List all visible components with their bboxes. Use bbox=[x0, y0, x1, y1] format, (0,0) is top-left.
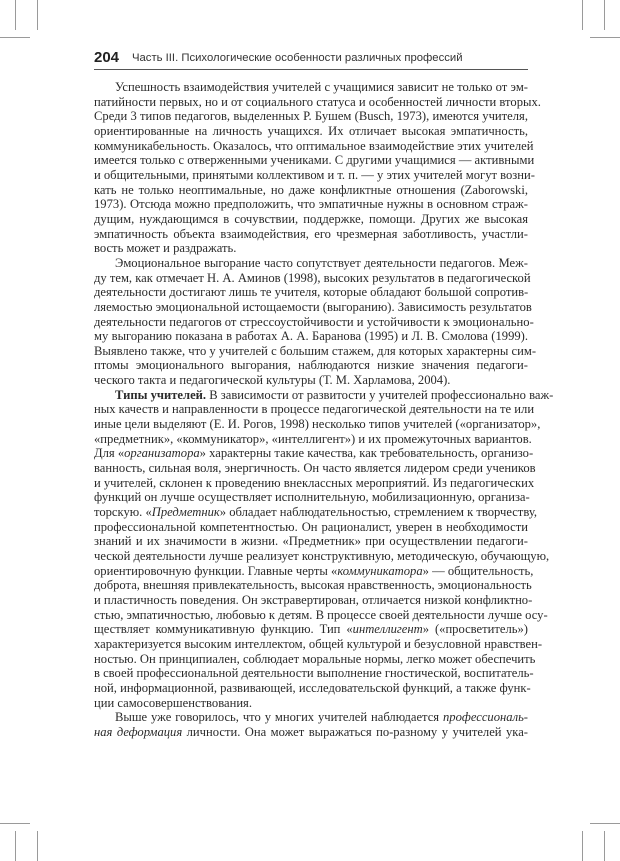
text-line bbox=[94, 680, 531, 696]
crop-mark bbox=[582, 831, 583, 861]
text-line bbox=[94, 534, 528, 549]
paragraph bbox=[94, 255, 537, 388]
text-line bbox=[94, 387, 554, 403]
text-line bbox=[94, 270, 531, 286]
text-run: ориентировочную функции. Главные черты « bbox=[94, 563, 338, 578]
text-run: Выявлено также, что у учителей с большим стажем, для которых характерны сим- bbox=[94, 343, 537, 358]
text-run: ществляет коммуникативную функцию. Тип « bbox=[94, 622, 353, 637]
italic-run: интеллигент bbox=[352, 622, 423, 637]
text-run: ванность, сильная воля, энергичность. Он часто является лидером среди учеников bbox=[94, 461, 536, 476]
text-run: птомы эмоционального выгорания, наблюдаются низкие значения педагоги- bbox=[94, 358, 528, 373]
text-run: деятельности педагогов от стрессоустойчивости и устойчивости к эмоционально- bbox=[94, 314, 534, 329]
text-run: характеризуется высоким интеллектом, общей культурой и безусловной нравствен- bbox=[94, 636, 543, 651]
text-run: Среди 3 типов педагогов, выделенных Р. Бушем (Busch, 1973), имеются учителя, bbox=[94, 109, 528, 124]
text-line bbox=[94, 402, 535, 417]
text-line bbox=[94, 94, 541, 110]
text-run: дущим, нуждающимся в сочувствии, поддержке, помощи. Других же высокая bbox=[94, 211, 528, 226]
text-run: профессиональной компетентностью. Он рационалист, уверен в необходимости bbox=[94, 519, 528, 534]
body-text bbox=[94, 80, 554, 740]
text-line bbox=[94, 563, 534, 579]
text-line bbox=[94, 109, 528, 124]
text-line bbox=[94, 227, 528, 242]
text-run: ных качеств и направленности в процессе педагогической деятельности на те или bbox=[94, 402, 535, 417]
text-line bbox=[94, 256, 528, 271]
crop-mark bbox=[37, 831, 38, 861]
text-line bbox=[94, 153, 535, 168]
text-line bbox=[94, 651, 536, 667]
text-line bbox=[94, 725, 528, 740]
crop-mark bbox=[15, 831, 16, 861]
crop-mark bbox=[582, 0, 583, 30]
text-line bbox=[94, 622, 528, 637]
text-line bbox=[94, 241, 528, 256]
text-line bbox=[94, 431, 532, 447]
text-line bbox=[94, 636, 543, 652]
text-line bbox=[94, 358, 528, 373]
text-run: имеется только с отверженными учениками. С другими учащимися — активными bbox=[94, 153, 535, 168]
text-run: » («просветитель») bbox=[422, 622, 528, 637]
paragraph bbox=[94, 80, 541, 256]
crop-mark bbox=[604, 831, 605, 861]
text-run: Для « bbox=[94, 446, 125, 461]
text-line bbox=[94, 578, 532, 593]
crop-mark bbox=[590, 37, 620, 38]
italic-run: организатора bbox=[124, 446, 200, 461]
text-line bbox=[94, 607, 548, 623]
crop-mark bbox=[590, 823, 620, 824]
text-line bbox=[94, 417, 541, 432]
text-run: «предметник», «коммуникатор», «интеллигент») и их промежуточных вариантов. bbox=[94, 431, 532, 446]
text-run: ции самосовершенствования. bbox=[94, 695, 252, 710]
text-line bbox=[94, 505, 538, 520]
text-line bbox=[94, 696, 528, 711]
paragraph bbox=[94, 710, 528, 739]
text-run: » обладает наблюдательностью, стремлением к творчеству, bbox=[219, 505, 538, 520]
text-run: стью, эмпатичностью, любовью к детям. В процессе своей деятельности лучше осу- bbox=[94, 607, 548, 622]
text-run: ориентированные на личность учащихся. Их отличает высокая эмпатичность, bbox=[94, 123, 528, 138]
crop-mark bbox=[0, 823, 30, 824]
text-run: ду тем, как отмечает Н. А. Аминов (1998), высоких результатов в педагогической bbox=[94, 270, 531, 285]
text-line bbox=[94, 592, 533, 608]
text-line bbox=[94, 314, 534, 330]
text-run: Выше уже говорилось, что у многих учителей наблюдается bbox=[115, 710, 443, 725]
text-line bbox=[94, 138, 534, 154]
running-header bbox=[94, 49, 528, 70]
crop-mark bbox=[15, 0, 16, 30]
text-run: патийности первых, но и от социального статуса и особенностей личности вторых. bbox=[94, 94, 541, 109]
text-run: ляемостью эмоциональной истощаемости (выгоранию). Зависимость результатов bbox=[94, 299, 532, 314]
italic-run: профессиональ- bbox=[443, 710, 528, 725]
italic-run: Предметник bbox=[151, 505, 220, 520]
text-line bbox=[94, 212, 528, 227]
text-run: и общительными, принятыми коллективом и т. п. — у этих учителей могут возни- bbox=[94, 167, 535, 182]
text-run: личности. Она может выражаться по-разному у учителей ука- bbox=[182, 724, 528, 739]
text-run: Успешность взаимодействия учителей с учащимися зависит не только от эм- bbox=[115, 80, 528, 94]
paragraph bbox=[94, 387, 554, 710]
text-line bbox=[94, 285, 528, 300]
page-number: 204 bbox=[94, 49, 120, 66]
text-line bbox=[94, 549, 550, 564]
text-line bbox=[94, 710, 528, 725]
text-run: эмпатичность объекта взаимодействия, его чрезмерная заботливость, участли- bbox=[94, 226, 528, 241]
running-title: Часть III. Психологические особенности различных профессий bbox=[132, 52, 463, 64]
text-line bbox=[94, 343, 537, 359]
crop-mark bbox=[604, 0, 605, 30]
text-run: торскую. « bbox=[94, 505, 152, 520]
text-line bbox=[94, 446, 534, 461]
text-run: функций он лучше осуществляет исполнительную, мобилизационную, организа- bbox=[94, 490, 530, 505]
text-run: 1973). Отсюда можно предположить, что эмпатичные нужны в основном страж- bbox=[94, 197, 528, 212]
text-run: деятельности достигают лишь те учителя, которые обладают большой сопротив- bbox=[94, 285, 529, 300]
italic-run: ная деформация bbox=[94, 724, 183, 739]
italic-run: коммуникатора bbox=[337, 563, 423, 578]
text-run: знаний и их значимости в жизни. «Предметник» при осуществлении педагоги- bbox=[94, 534, 528, 549]
text-line bbox=[94, 490, 528, 505]
text-line bbox=[94, 167, 535, 183]
text-run: коммуникабельность. Оказалось, что оптимальное взаимодействие этих учителей bbox=[94, 138, 534, 153]
text-line bbox=[94, 666, 534, 681]
text-line bbox=[94, 197, 528, 212]
text-run: ной, информационной, развивающей, исследовательской функций, а также функ- bbox=[94, 680, 531, 695]
text-line bbox=[94, 461, 536, 476]
text-run: и учителей, склонен к проведению внеклассных мероприятий. Из педагогических bbox=[94, 475, 535, 490]
text-line bbox=[94, 329, 528, 344]
crop-mark bbox=[0, 37, 30, 38]
text-run: » — общительность, bbox=[422, 563, 534, 578]
bold-run: Типы учителей. bbox=[115, 387, 207, 402]
text-run: ческой деятельности лучше реализует конструктивную, методическую, обучающую, bbox=[94, 549, 550, 563]
text-run: и пластичность поведения. Он экстравертирован, отличается низкой конфликтно- bbox=[94, 592, 533, 607]
text-run: иные цели выделяют (Е. И. Рогов, 1998) несколько типов учителей («организатор», bbox=[94, 417, 541, 432]
text-run: ческого такта и педагогической культуры (Т. М. Харламова, 2004). bbox=[94, 373, 451, 388]
text-run: ностью. Он принципиален, соблюдает моральные нормы, легко может обеспечить bbox=[94, 651, 536, 666]
text-line bbox=[94, 183, 528, 198]
text-run: в своей профессиональной деятельности выполнение гностической, воспитатель- bbox=[94, 666, 534, 681]
text-line bbox=[94, 475, 535, 491]
text-line bbox=[94, 520, 528, 535]
text-run: В зависимости от развитости у учителей профессионально важ- bbox=[206, 387, 554, 402]
text-run: му выгоранию показана в работах А. А. Баранова (1995) и Л. В. Смолова (1999). bbox=[94, 329, 528, 344]
text-run: вость может и раздражать. bbox=[94, 241, 237, 256]
text-line bbox=[94, 124, 528, 139]
crop-mark bbox=[37, 0, 38, 30]
text-run: Эмоциональное выгорание часто сопутствует деятельности педагогов. Меж- bbox=[115, 255, 528, 270]
text-line bbox=[94, 80, 528, 95]
text-line bbox=[94, 373, 528, 388]
text-run: доброта, внешняя привлекательность, высокая нравственность, эмоциональность bbox=[94, 578, 532, 593]
text-run: » характерны такие качества, как требовательность, организо- bbox=[199, 446, 534, 461]
text-run: кать не только неоптимальные, но даже конфликтные отношения (Zaborowski, bbox=[94, 182, 528, 197]
text-line bbox=[94, 299, 532, 315]
